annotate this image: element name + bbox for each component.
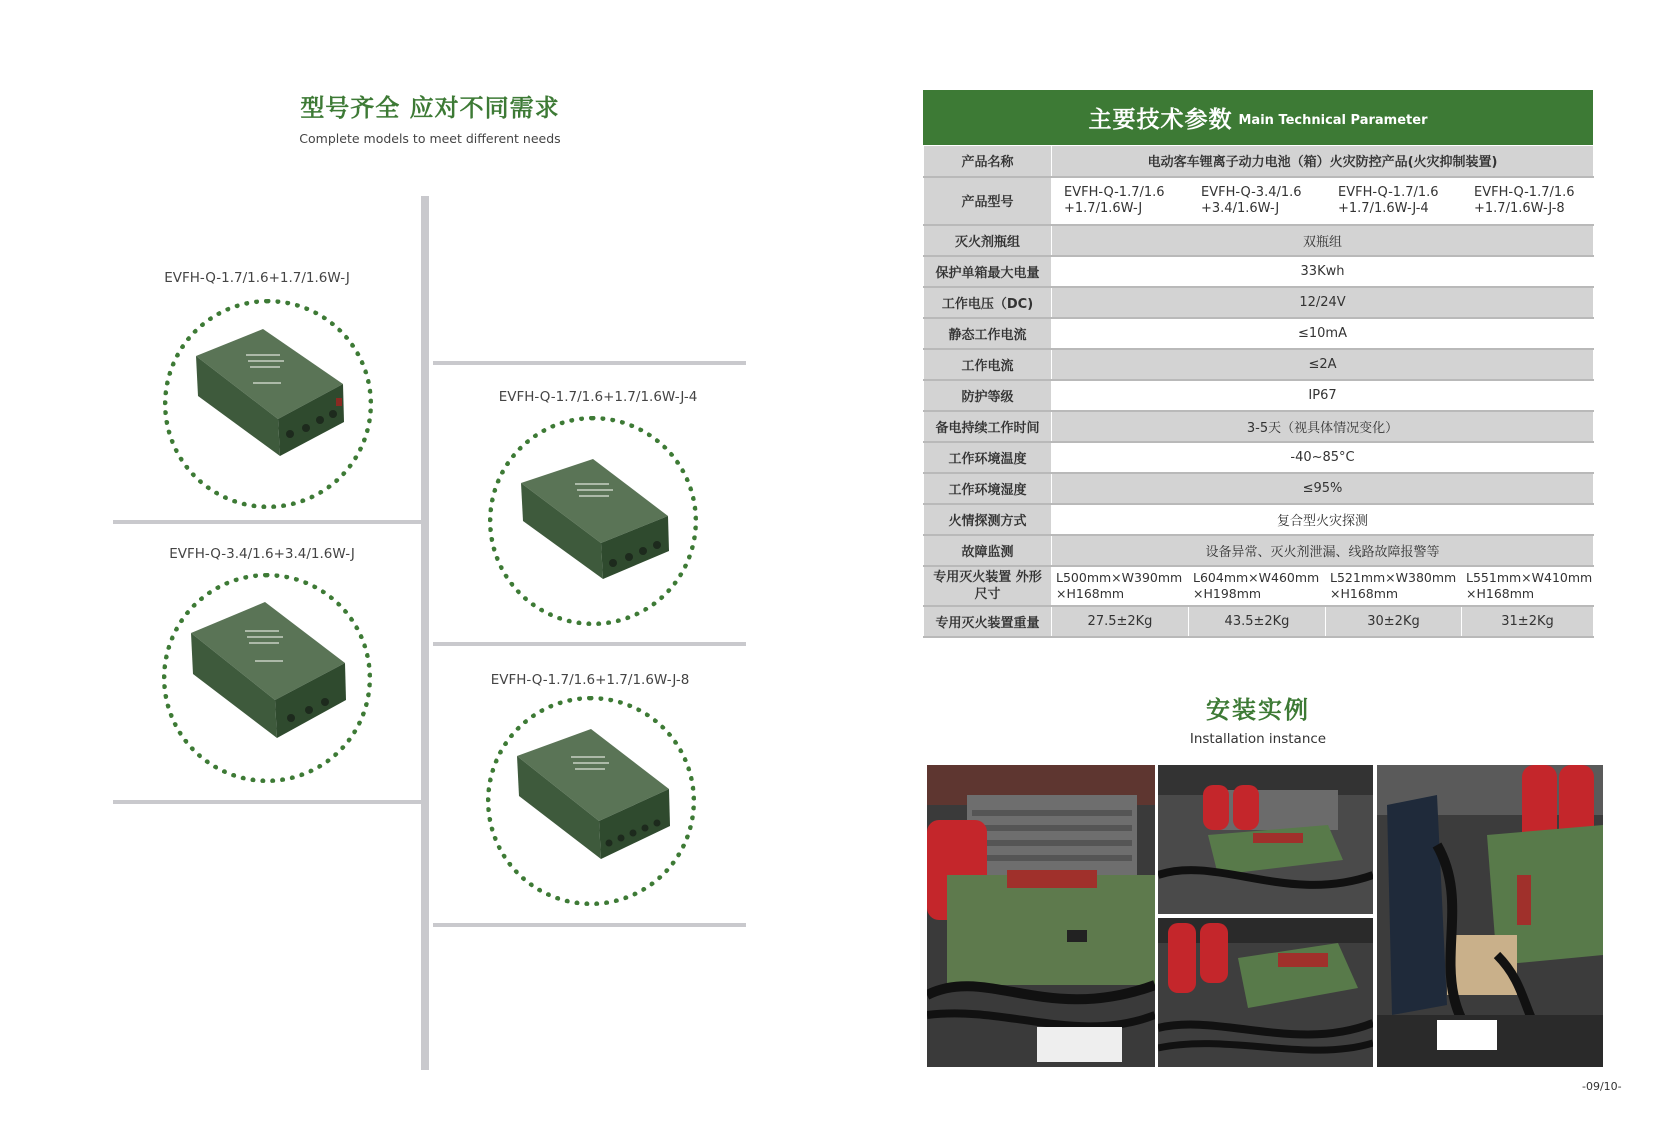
install-photo-2 <box>1158 765 1373 914</box>
row-label: 静态工作电流 <box>924 318 1052 349</box>
row-label: 产品型号 <box>924 177 1052 225</box>
table-title-en: Main Technical Parameter <box>1238 113 1428 128</box>
left-title-cn: 型号齐全 应对不同需求 <box>300 94 560 122</box>
table-row <box>924 566 1594 606</box>
horizontal-divider <box>433 642 746 646</box>
table-row <box>924 535 1594 566</box>
product-image-2 <box>488 416 698 626</box>
table-title-cn: 主要技术参数 <box>1088 107 1233 133</box>
size-cell: L500mm×W390mm ×H168mm <box>1052 566 1189 606</box>
weight-cell: 43.5±2Kg <box>1189 606 1326 637</box>
vertical-divider <box>421 196 429 1070</box>
table-row <box>924 504 1594 535</box>
row-label: 工作环境湿度 <box>924 473 1052 504</box>
row-value: 双瓶组 <box>1052 225 1594 256</box>
install-section-title <box>1158 690 1358 747</box>
install-photo-4 <box>1377 765 1603 1067</box>
row-value: 复合型火灾探测 <box>1052 504 1594 535</box>
model-cell: EVFH-Q-1.7/1.6 +1.7/1.6W-J-8 <box>1462 177 1594 225</box>
table-row <box>924 177 1594 225</box>
row-label: 产品名称 <box>924 146 1052 177</box>
install-title-cn: 安装实例 <box>1206 696 1310 724</box>
row-value: 3-5天（视具体情况变化） <box>1052 411 1594 442</box>
install-photo-1 <box>927 765 1155 1067</box>
row-label: 灭火剂瓶组 <box>924 225 1052 256</box>
size-cell: L604mm×W460mm ×H198mm <box>1189 566 1326 606</box>
row-value: ≤10mA <box>1052 318 1594 349</box>
row-value: ≤2A <box>1052 349 1594 380</box>
row-label: 火情探测方式 <box>924 504 1052 535</box>
table-row <box>924 146 1594 177</box>
size-cell: L551mm×W410mm ×H168mm <box>1462 566 1594 606</box>
row-label: 专用灭火装置 外形尺寸 <box>924 566 1052 606</box>
row-label: 保护单箱最大电量 <box>924 256 1052 287</box>
horizontal-divider <box>113 520 426 524</box>
horizontal-divider <box>433 361 746 365</box>
left-section-title <box>250 88 610 146</box>
table-row <box>924 606 1594 637</box>
table-row <box>924 349 1594 380</box>
table-row <box>924 411 1594 442</box>
row-value: IP67 <box>1052 380 1594 411</box>
model-label-1: EVFH-Q-1.7/1.6+1.7/1.6W-J <box>164 270 350 286</box>
table-header <box>923 90 1593 145</box>
row-label: 备电持续工作时间 <box>924 411 1052 442</box>
horizontal-divider <box>433 923 746 927</box>
install-title-en: Installation instance <box>1189 731 1327 747</box>
row-label: 故障监测 <box>924 535 1052 566</box>
model-label-2: EVFH-Q-1.7/1.6+1.7/1.6W-J-4 <box>498 389 698 405</box>
row-value: -40~85°C <box>1052 442 1594 473</box>
table-row <box>924 318 1594 349</box>
row-value: 12/24V <box>1052 287 1594 318</box>
table-row <box>924 380 1594 411</box>
row-value: 电动客车锂离子动力电池（箱）火灾防控产品(火灾抑制装置) <box>1052 146 1594 177</box>
model-label-3: EVFH-Q-3.4/1.6+3.4/1.6W-J <box>169 546 355 562</box>
row-label: 工作环境温度 <box>924 442 1052 473</box>
row-label: 工作电压（DC) <box>924 287 1052 318</box>
model-cell: EVFH-Q-1.7/1.6 +1.7/1.6W-J-4 <box>1326 177 1462 225</box>
row-label: 工作电流 <box>924 349 1052 380</box>
left-title-en: Complete models to meet different needs <box>299 131 561 146</box>
install-photo-3 <box>1158 918 1373 1067</box>
row-value: 设备异常、灭火剂泄漏、线路故障报警等 <box>1052 535 1594 566</box>
row-value: 33Kwh <box>1052 256 1594 287</box>
size-cell: L521mm×W380mm ×H168mm <box>1326 566 1462 606</box>
row-value: ≤95% <box>1052 473 1594 504</box>
table-row <box>924 225 1594 256</box>
weight-cell: 31±2Kg <box>1462 606 1594 637</box>
product-image-3 <box>162 573 372 783</box>
product-image-1 <box>163 299 373 509</box>
table-row <box>924 287 1594 318</box>
weight-cell: 27.5±2Kg <box>1052 606 1189 637</box>
model-cell: EVFH-Q-1.7/1.6 +1.7/1.6W-J <box>1052 177 1189 225</box>
table-row <box>924 256 1594 287</box>
row-label: 专用灭火装置重量 <box>924 606 1052 637</box>
table-row <box>924 442 1594 473</box>
technical-parameter-table <box>923 90 1593 638</box>
table-row <box>924 473 1594 504</box>
model-label-4: EVFH-Q-1.7/1.6+1.7/1.6W-J-8 <box>490 672 690 688</box>
model-cell: EVFH-Q-3.4/1.6 +3.4/1.6W-J <box>1189 177 1326 225</box>
page-number: -09/10- <box>1582 1080 1622 1093</box>
row-label: 防护等级 <box>924 380 1052 411</box>
weight-cell: 30±2Kg <box>1326 606 1462 637</box>
horizontal-divider <box>113 800 426 804</box>
product-image-4 <box>486 696 696 906</box>
